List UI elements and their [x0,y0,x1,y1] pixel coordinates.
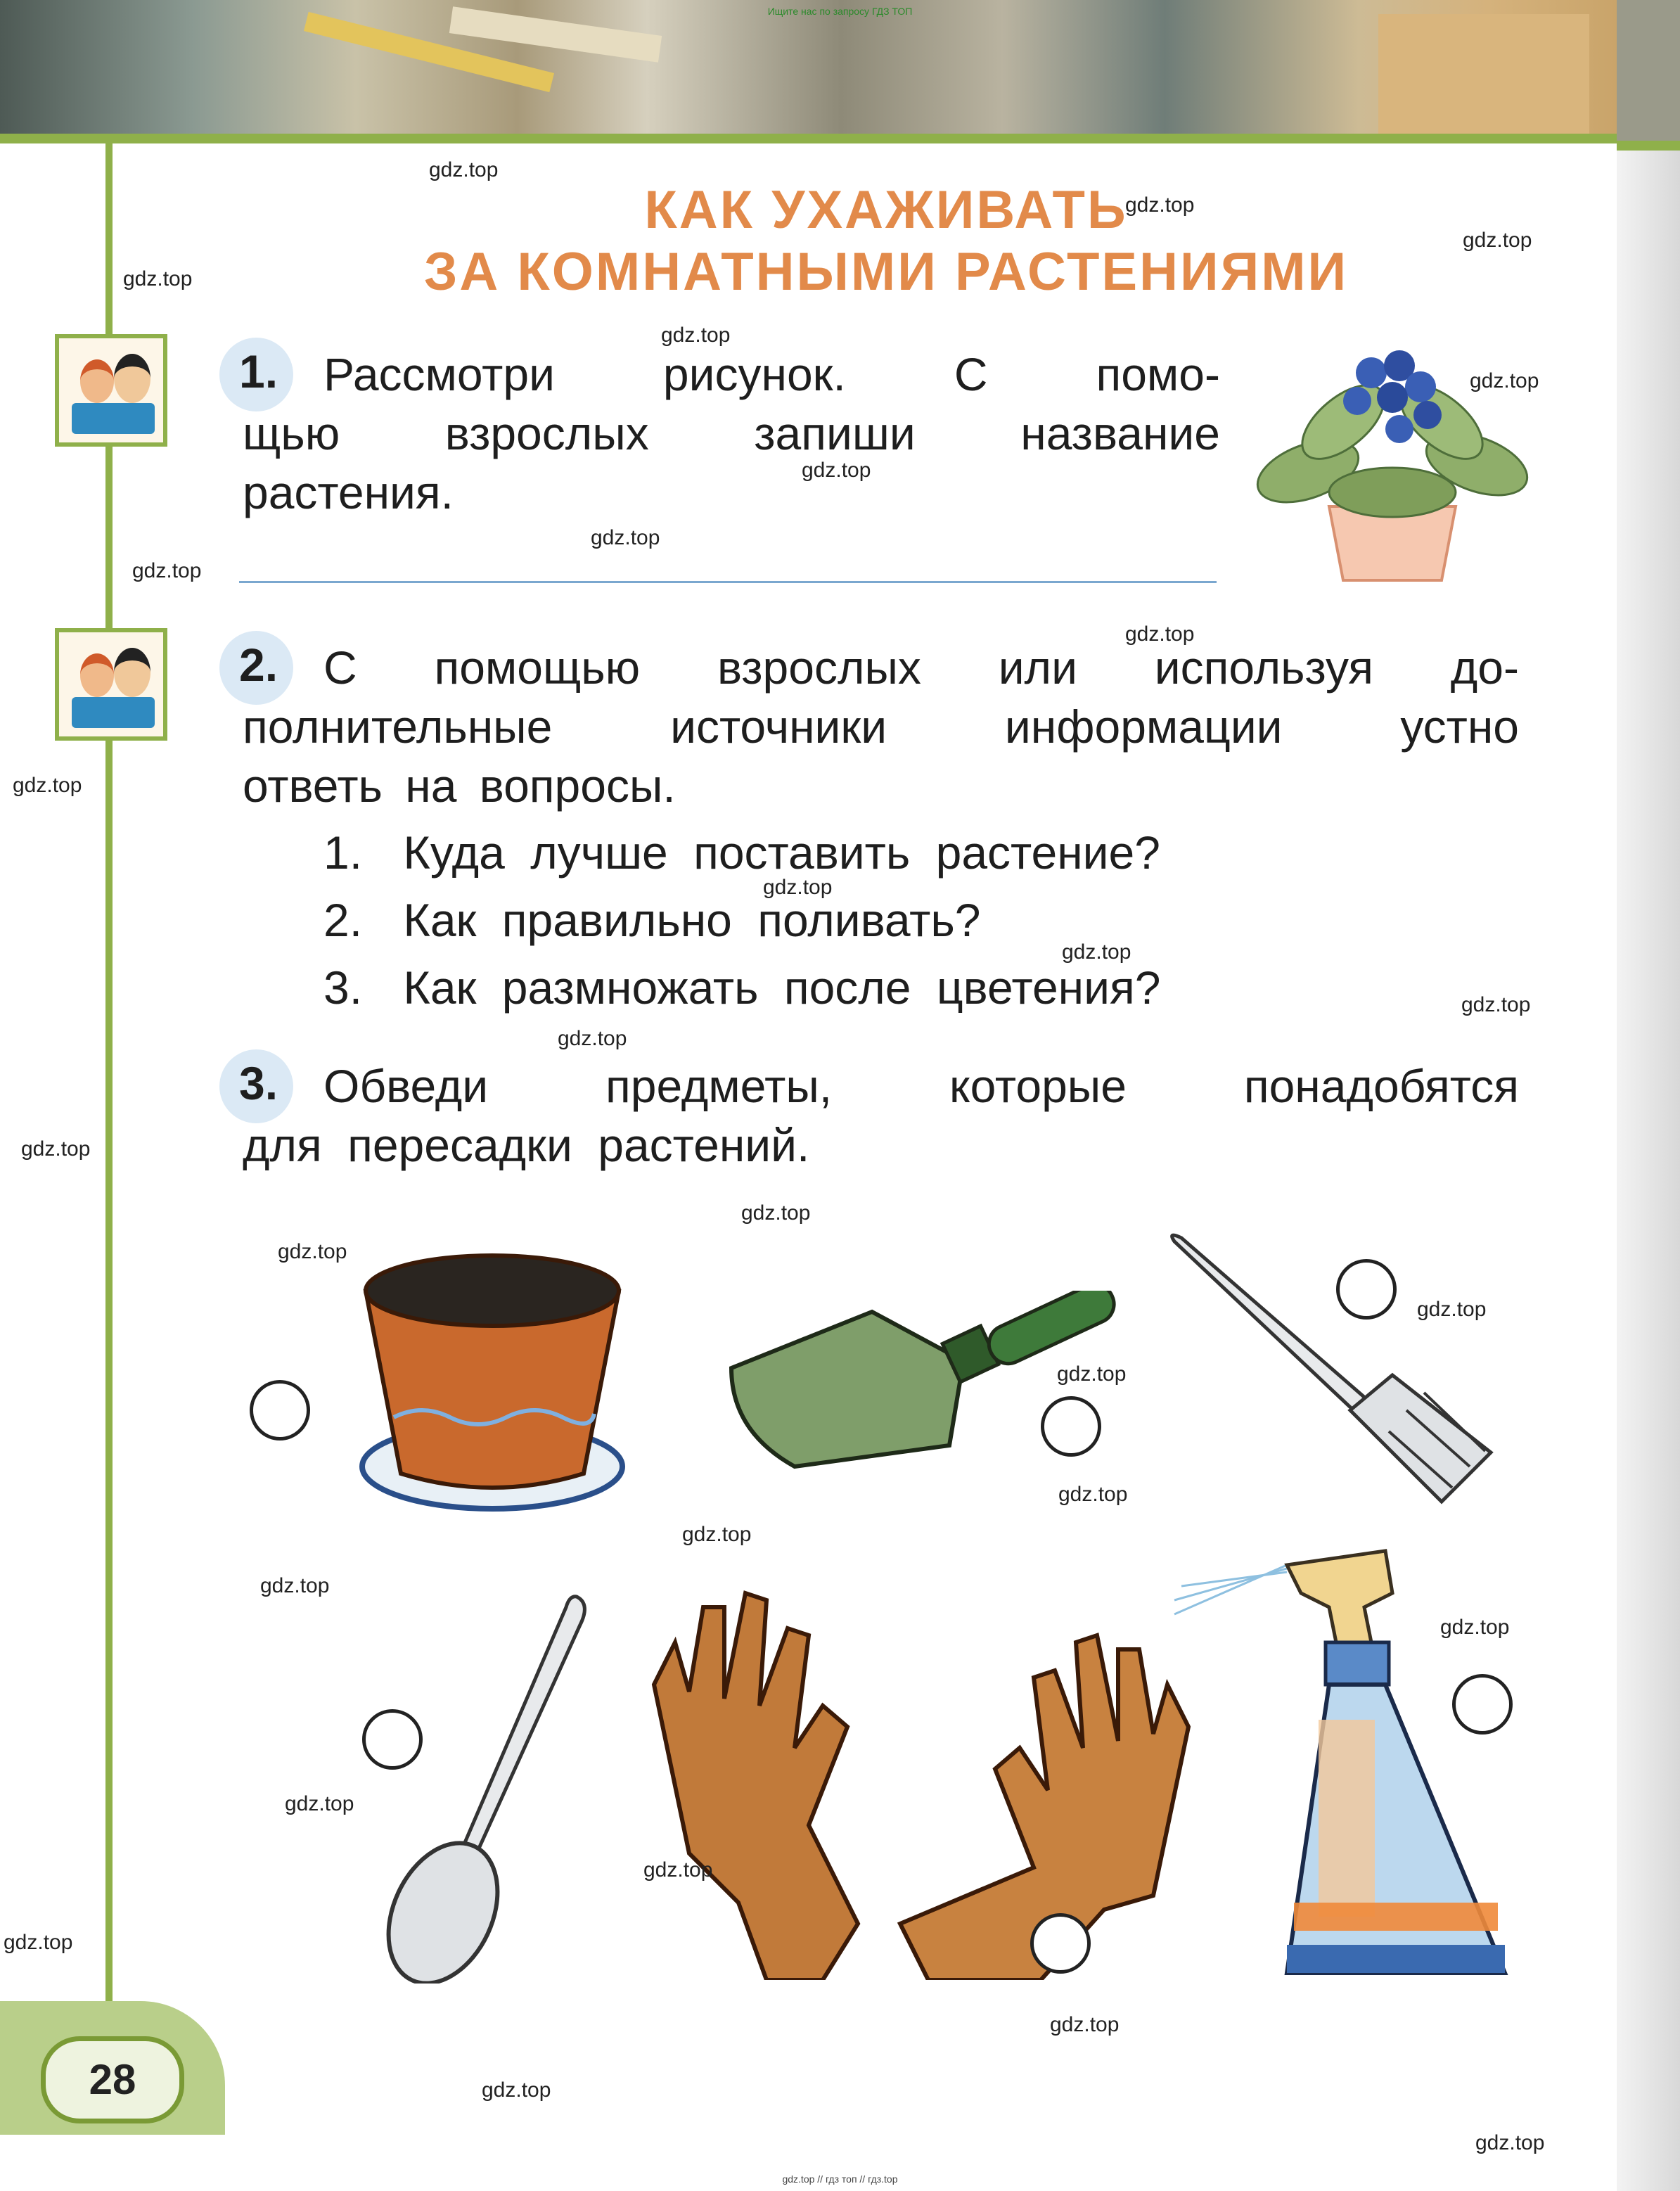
watermark: gdz.top [558,1027,627,1050]
question-text: Как размножать после цветения? [403,962,1161,1014]
next-page-edge-header [1617,0,1680,151]
task-1-number: 1. [239,345,278,397]
spray-bottle-image [1160,1537,1526,1987]
watermark: gdz.top [802,459,871,482]
word: взрослых [717,641,921,694]
word: Рассмотри [323,348,555,400]
question-text: Как правильно поливать? [403,894,981,946]
word: которые [949,1060,1127,1112]
answer-circle-pot[interactable] [250,1380,310,1441]
watermark: gdz.top [1440,1616,1510,1639]
watermark: gdz.top [661,324,731,347]
spoon-image [366,1590,605,1984]
title-line-2: ЗА КОМНАТНЫМИ РАСТЕНИЯМИ [423,242,1349,302]
task-3-text [243,1056,1519,1175]
word: помощью [434,641,641,694]
word: С [323,641,357,694]
notepad-image [1378,14,1589,134]
watermark: gdz.top [1463,229,1532,252]
word: щью [243,407,340,459]
watermark: gdz.top [132,559,202,582]
task-3-line-2: для пересадки растений. [243,1119,810,1171]
watermark: gdz.top [1475,2131,1545,2154]
watermark: gdz.top [643,1858,713,1882]
question-list [323,823,1160,1017]
watermark: gdz.top [260,1574,330,1597]
watermark: gdz.top [13,774,82,797]
footer-note: gdz.top // гдз топ // гдз.top [782,2173,898,2185]
watermark: gdz.top [482,2078,551,2102]
word: название [1020,407,1220,459]
task-3-line-1 [243,1056,1519,1116]
title-line-1: КАК УХАЖИВАТЬ [644,180,1128,240]
page-number: 28 [41,2036,184,2123]
reading-children-icon [55,628,167,741]
watermark: gdz.top [1058,1483,1128,1506]
word: запиши [754,407,916,459]
pot-of-soil-image [352,1241,633,1523]
answer-circle-scoop[interactable] [1041,1396,1101,1457]
word: рисунок. [662,348,846,400]
word: информации [1004,701,1283,753]
watermark: gdz.top [591,526,660,549]
answer-circle-gloves[interactable] [1030,1913,1091,1974]
task-2-line-3: ответь на вопросы. [243,760,676,812]
word: Обведи [323,1060,489,1112]
word: предметы, [605,1060,833,1112]
task-1-line-2 [243,404,1220,463]
watermark: gdz.top [1125,193,1195,217]
answer-line[interactable] [239,581,1217,583]
task-3-number: 3. [239,1057,278,1109]
watermark: gdz.top [741,1201,811,1225]
page-title [394,179,1378,303]
watermark: gdz.top [1417,1298,1487,1321]
watermark: gdz.top [1050,2013,1120,2036]
task-2-number: 2. [239,639,278,691]
task-2-text [243,638,1519,815]
word: до- [1450,641,1519,694]
question-number: 1. [323,826,363,879]
word: С [954,348,988,400]
watermark: gdz.top [285,1792,354,1815]
question-2 [323,890,1160,950]
watermark: gdz.top [682,1523,752,1546]
watermark: gdz.top [21,1137,91,1161]
header-photo-band [0,0,1617,143]
fork-image [1160,1227,1498,1509]
task-1-line-1 [243,345,1220,404]
watermark: gdz.top [1062,940,1131,964]
word: помо- [1096,348,1220,400]
word: полнительные [243,701,553,753]
word: взрослых [444,407,649,459]
word: понадобятся [1243,1060,1519,1112]
watermark: gdz.top [123,267,193,290]
watermark: gdz.top [429,158,499,181]
answer-circle-spoon[interactable] [362,1709,423,1770]
question-text: Куда лучше поставить растение? [403,826,1160,879]
watermark: gdz.top [278,1240,347,1263]
question-3 [323,958,1160,1017]
word: устно [1400,701,1519,753]
task-2-line-2 [243,697,1519,756]
question-number: 2. [323,894,363,946]
watermark: gdz.top [1470,369,1539,392]
word: или [998,641,1077,694]
gloves-image [647,1586,1195,1980]
watermark: gdz.top [1125,622,1195,646]
answer-circle-fork[interactable] [1336,1259,1397,1320]
task-2-line-1 [243,638,1519,697]
word: используя [1154,641,1373,694]
question-number: 3. [323,962,363,1014]
watermark: gdz.top [763,876,833,899]
top-note: Ищите нас по запросу ГДЗ ТОП [767,6,913,17]
task-1-text [243,345,1220,522]
watermark: gdz.top [1461,993,1531,1016]
reading-children-icon [55,334,167,447]
watermark: gdz.top [1057,1362,1127,1386]
task-1-line-3: растения. [243,466,454,518]
answer-circle-spray[interactable] [1452,1674,1513,1735]
next-page-edge [1617,0,1680,2191]
word: источники [670,701,887,753]
watermark: gdz.top [4,1931,73,1954]
question-1 [323,823,1160,882]
